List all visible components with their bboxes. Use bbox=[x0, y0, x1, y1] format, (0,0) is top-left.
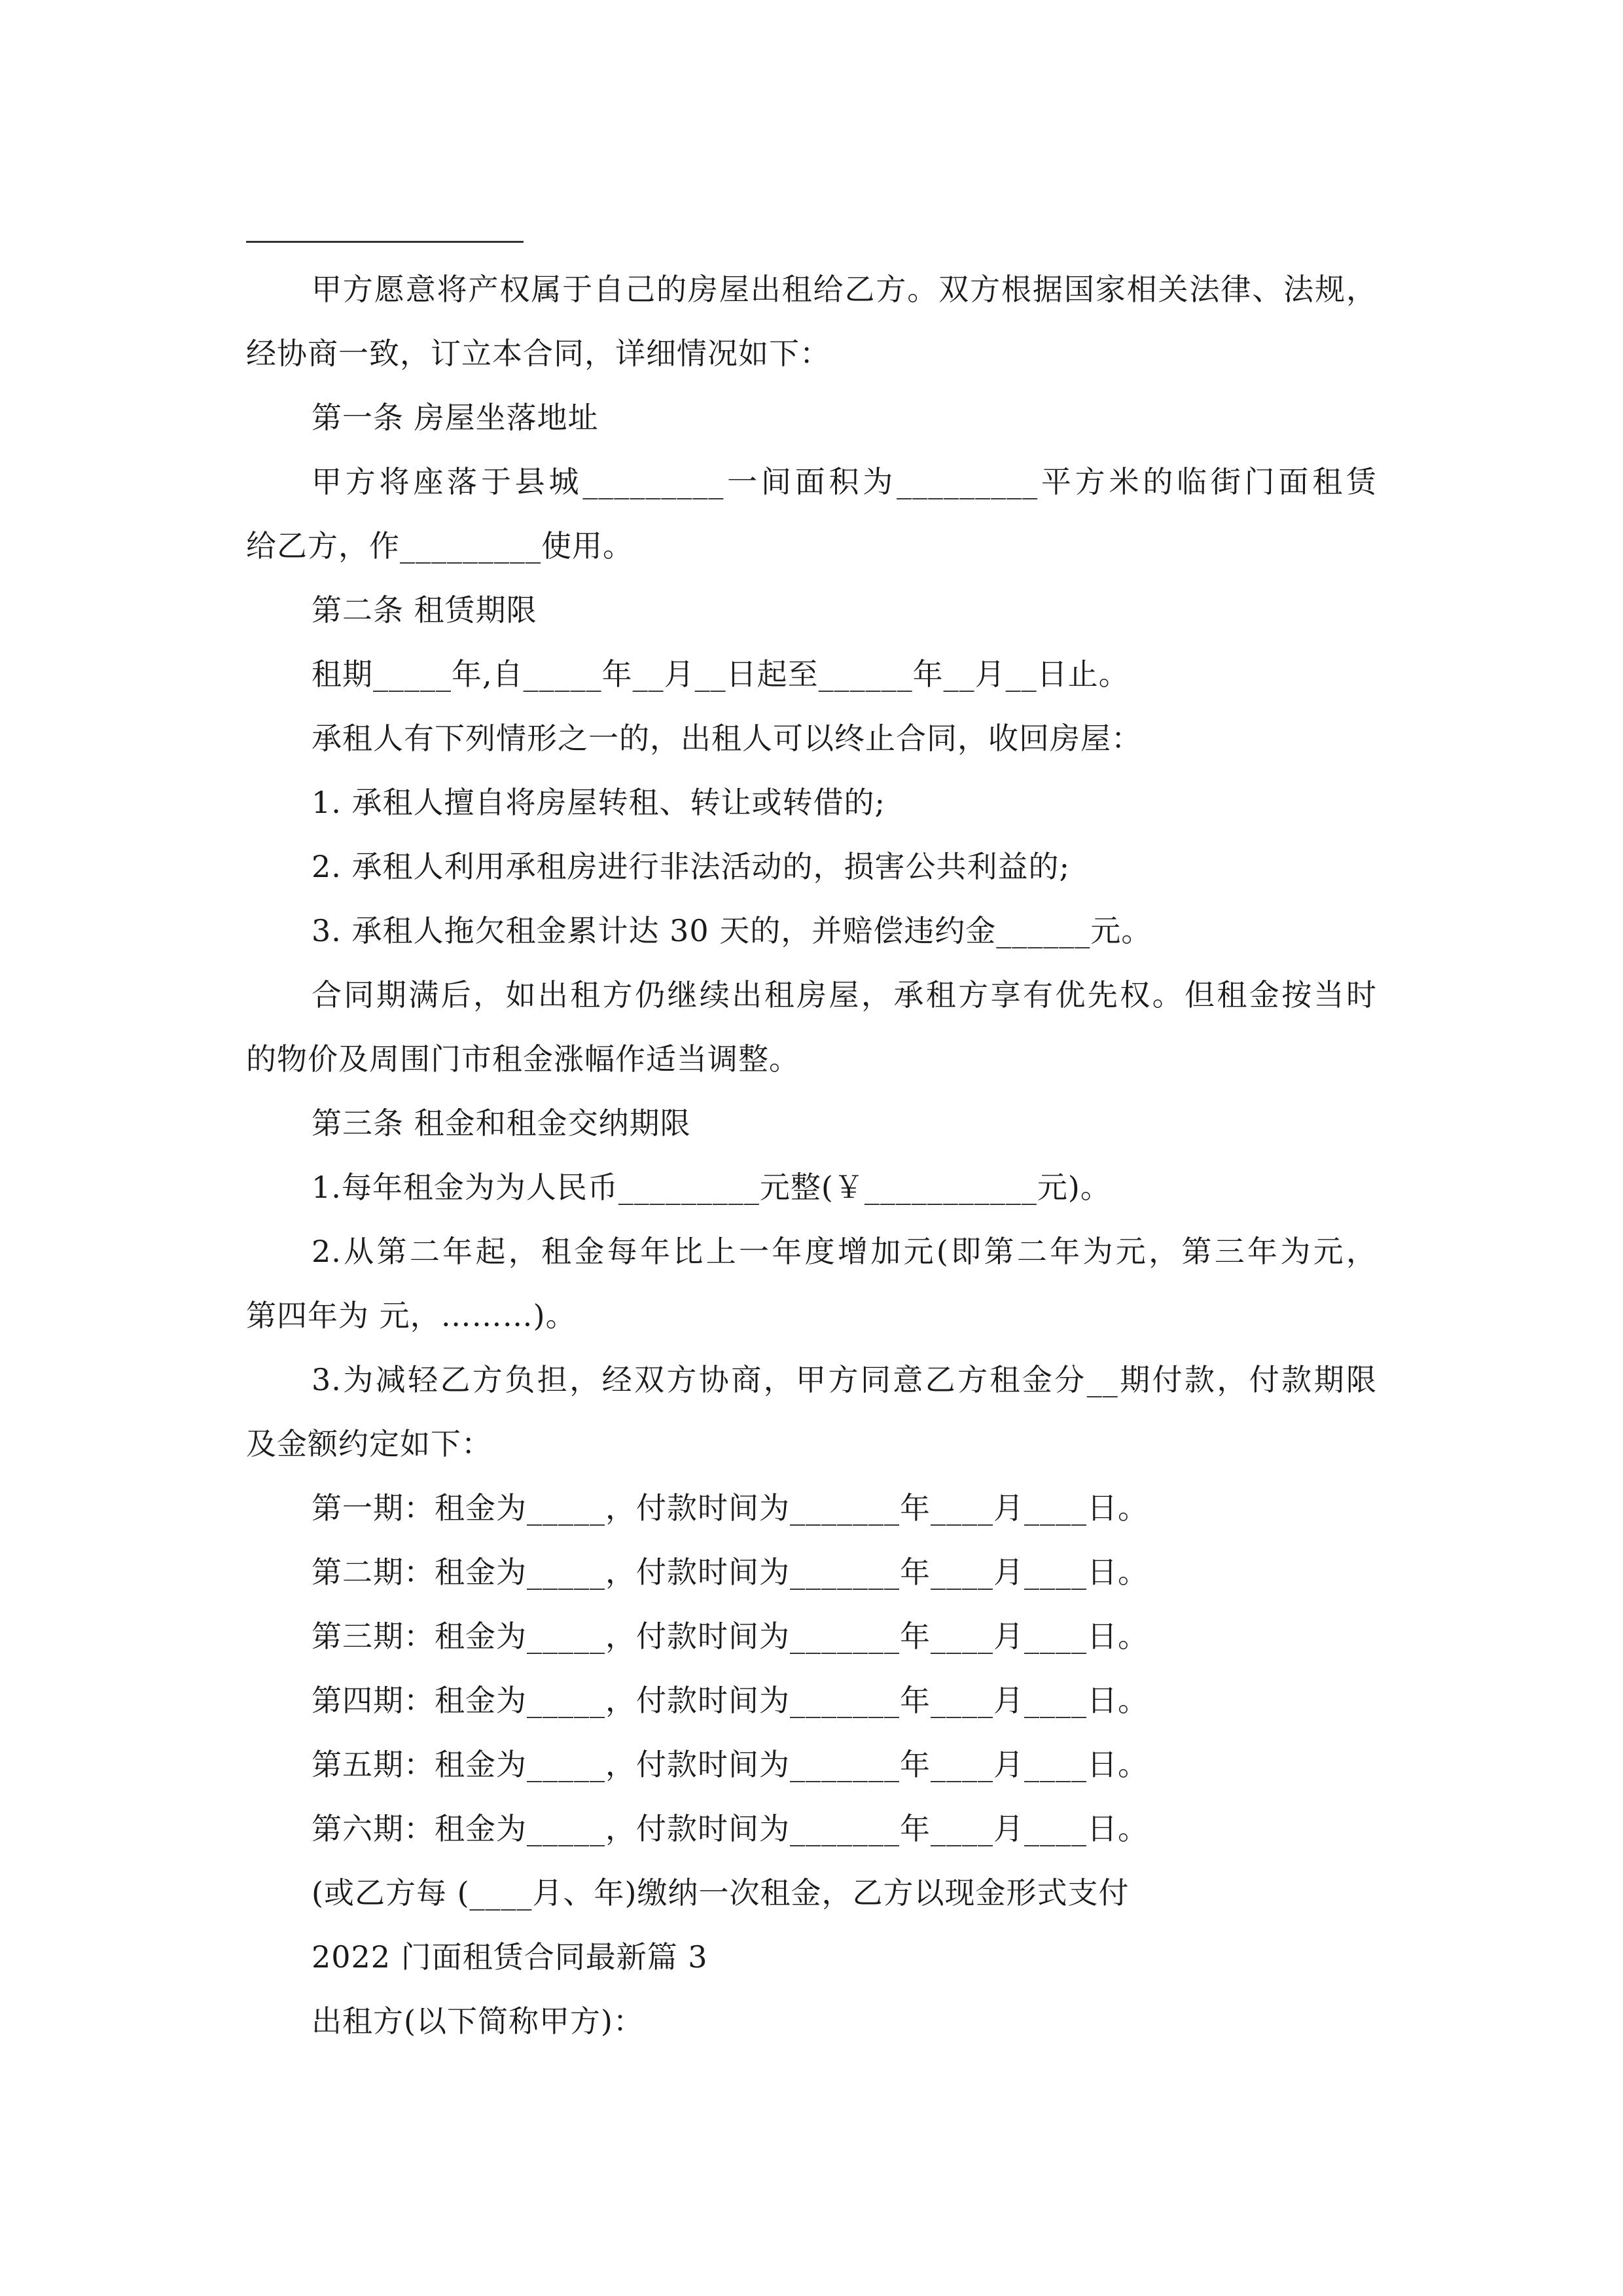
rent-increase-line-2: 第四年为 元，………)。 bbox=[246, 1298, 577, 1333]
article-1-line-1: 甲方将座落于县城_________一间面积为_________平方米的临街门面租赁 bbox=[312, 464, 1377, 499]
installment-2: 第二期：租金为_____，付款时间为_______年____月____日。 bbox=[312, 1554, 1149, 1590]
article-1-heading: 第一条 房屋坐落地址 bbox=[312, 400, 599, 435]
installment-intro-line-1: 3.为减轻乙方负担，经双方协商，甲方同意乙方租金分__期付款，付款期限 bbox=[312, 1362, 1377, 1397]
rent-increase-line-1: 2.从第二年起，租金每年比上一年度增加元(即第二年为元，第三年为元， bbox=[312, 1234, 1377, 1269]
installment-4: 第四期：租金为_____，付款时间为_______年____月____日。 bbox=[312, 1683, 1149, 1718]
renewal-line-1: 合同期满后，如出租方仍继续出租房屋，承租方享有优先权。但租金按当时 bbox=[312, 977, 1377, 1013]
termination-item-2: 2. 承租人利用承租房进行非法活动的，损害公共利益的; bbox=[312, 849, 1071, 884]
paragraph-intro-line-2: 经协商一致，订立本合同，详细情况如下： bbox=[246, 336, 830, 371]
article-3-heading: 第三条 租金和租金交纳期限 bbox=[312, 1105, 691, 1141]
paragraph-intro-line-1: 甲方愿意将产权属于自己的房屋出租给乙方。双方根据国家相关法律、法规， bbox=[312, 272, 1377, 307]
section-title-part-3: 2022 门面租赁合同最新篇 3 bbox=[312, 1939, 708, 1975]
top-divider bbox=[246, 241, 524, 243]
termination-item-1: 1. 承租人擅自将房屋转租、转让或转借的; bbox=[312, 785, 886, 820]
termination-intro: 承租人有下列情形之一的，出租人可以终止合同，收回房屋： bbox=[312, 721, 1142, 756]
annual-rent-line: 1.每年租金为为人民币_________元整(￥___________元)。 bbox=[312, 1170, 1111, 1205]
installment-5: 第五期：租金为_____，付款时间为_______年____月____日。 bbox=[312, 1747, 1149, 1782]
installment-intro-line-2: 及金额约定如下： bbox=[246, 1426, 492, 1462]
installment-6: 第六期：租金为_____，付款时间为_______年____月____日。 bbox=[312, 1811, 1149, 1846]
article-2-heading: 第二条 租赁期限 bbox=[312, 592, 537, 628]
installment-3: 第三期：租金为_____，付款时间为_______年____月____日。 bbox=[312, 1619, 1149, 1654]
termination-item-3: 3. 承租人拖欠租金累计达 30 天的，并赔偿违约金______元。 bbox=[312, 913, 1152, 948]
payment-alternative-line: (或乙方每 (____月、年)缴纳一次租金，乙方以现金形式支付 bbox=[312, 1875, 1130, 1910]
article-1-line-2: 给乙方，作_________使用。 bbox=[246, 528, 633, 564]
renewal-line-2: 的物价及周围门市租金涨幅作适当调整。 bbox=[246, 1041, 800, 1077]
installment-1: 第一期：租金为_____，付款时间为_______年____月____日。 bbox=[312, 1490, 1149, 1526]
lease-term-line: 租期_____年,自_____年__月__日起至______年__月__日止。 bbox=[312, 656, 1130, 692]
lessor-line: 出租方(以下简称甲方)： bbox=[312, 2003, 644, 2039]
